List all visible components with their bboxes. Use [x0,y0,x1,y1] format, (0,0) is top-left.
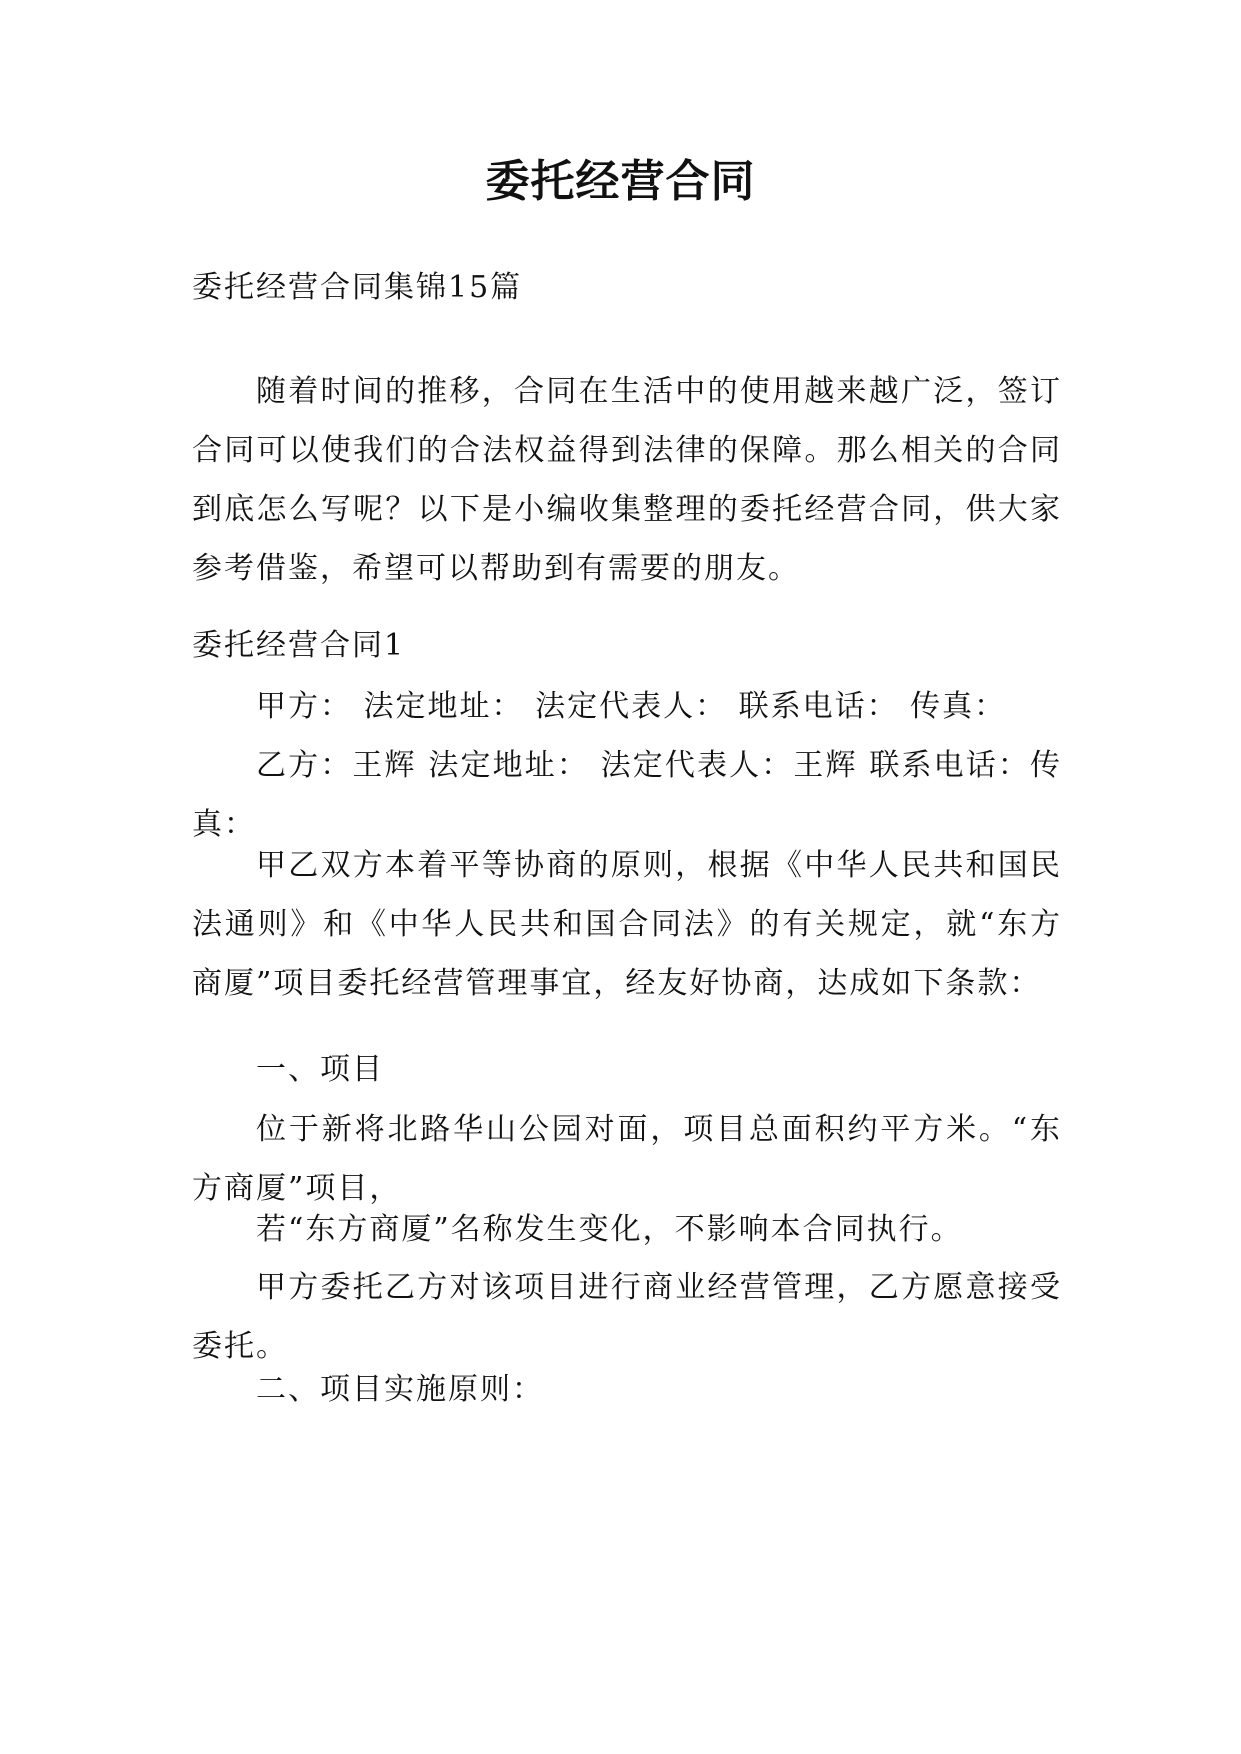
section-heading: 委托经营合同1 [192,628,406,663]
party-b-line: 乙方：王辉 法定地址： 法定代表人：王辉 联系电话：传真： [192,748,1062,842]
document-title: 委托经营合同 [485,156,756,207]
clause-paragraph: 甲方委托乙方对该项目进行商业经营管理，乙方愿意接受委托。 [192,1270,1062,1364]
document-subtitle: 委托经营合同集锦15篇 [192,270,523,305]
clause-paragraph: 若“东方商厦”名称发生变化，不影响本合同执行。 [256,1212,963,1247]
clause-heading: 一、项目 [256,1052,384,1087]
clause-heading: 二、项目实施原则： [256,1372,544,1407]
document-body [192,0,1062,1754]
party-a-line: 甲方： 法定地址： 法定代表人： 联系电话： 传真： [256,689,1007,724]
intro-paragraph: 随着时间的推移，合同在生活中的使用越来越广泛，签订合同可以使我们的合法权益得到法律的保障。那么相关的合同到底怎么写呢？以下是小编收集整理的委托经营合同，供大家参考借鉴，希望可以帮助到有需要的朋友。 [192,374,1062,586]
clause-paragraph: 位于新将北路华山公园对面，项目总面积约平方米。“东方商厦”项目， [192,1112,1062,1206]
preamble-paragraph: 甲乙双方本着平等协商的原则，根据《中华人民共和国民法通则》和《中华人民共和国合同法》的有关规定，就“东方商厦”项目委托经营管理事宜，经友好协商，达成如下条款： [192,848,1062,1001]
